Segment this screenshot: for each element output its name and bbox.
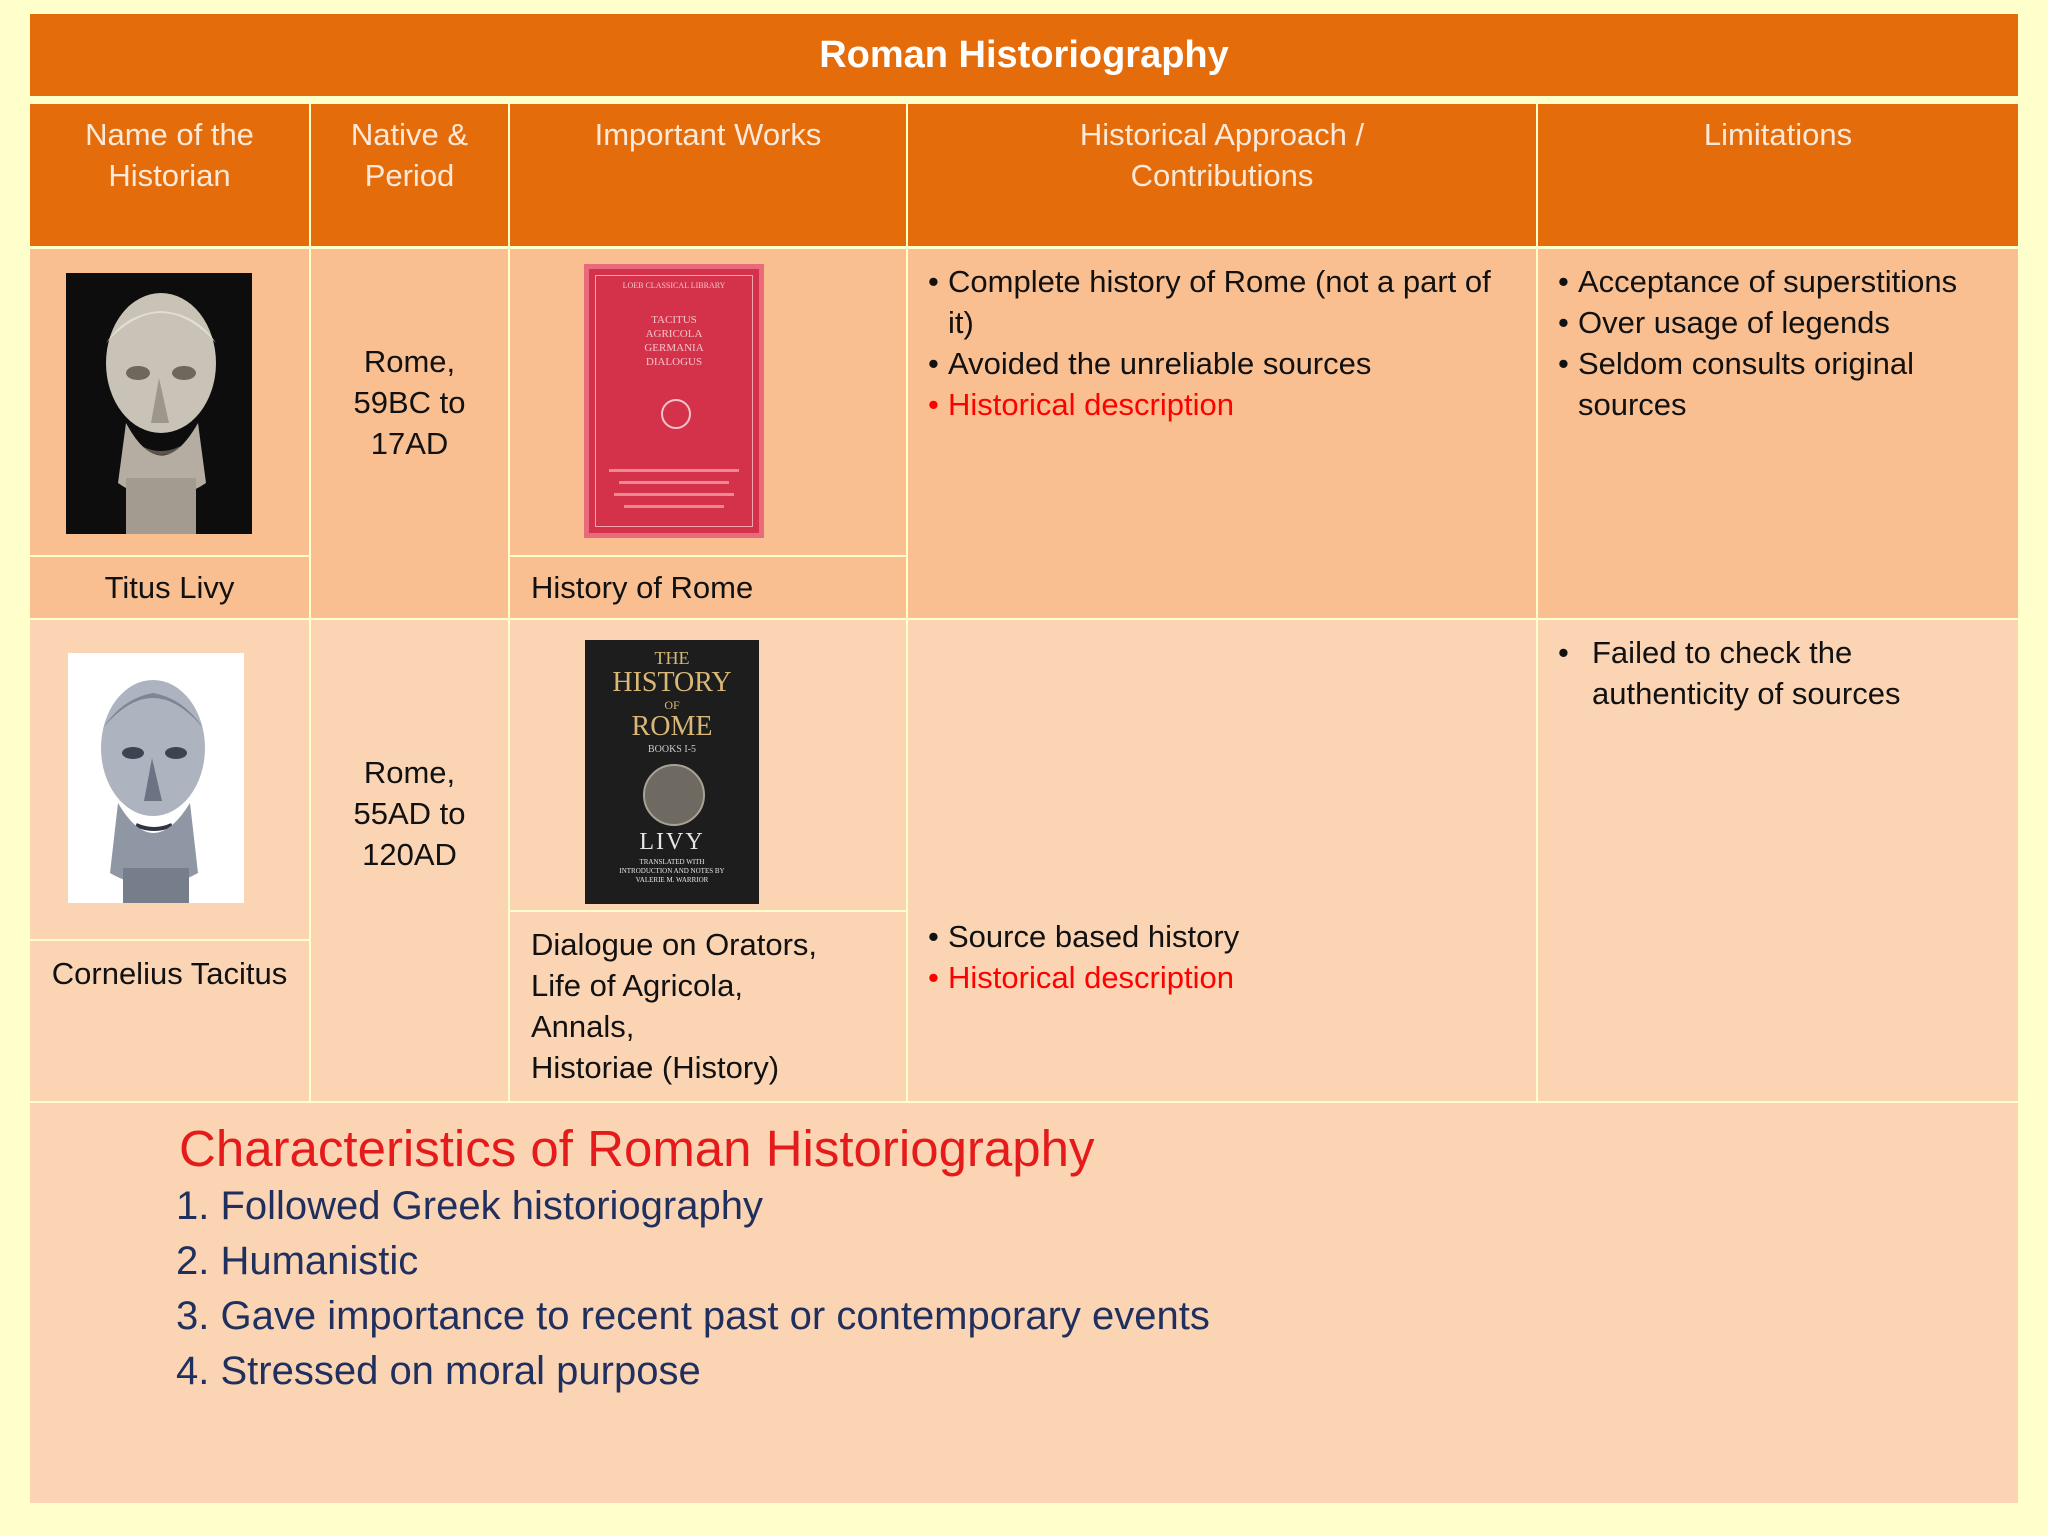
native-line: Rome,	[363, 755, 456, 790]
native-period-tacitus	[311, 620, 508, 1101]
livy-portrait-cell	[30, 249, 309, 555]
work-item: Historiae (History)	[531, 1050, 780, 1085]
cover-text: OF	[664, 698, 680, 712]
cover-text: VALERIE M. WARRIOR	[635, 876, 709, 884]
limitations-tacitus	[1538, 620, 2018, 1101]
limitation-item: • Over usage of legends	[1558, 302, 1998, 343]
characteristic-item: 4. Stressed on moral purpose	[176, 1349, 701, 1393]
characteristics-title: Characteristics of Roman Historiography	[179, 1120, 1095, 1177]
approach-tacitus	[908, 620, 1536, 1101]
characteristic-item: 2. Humanistic	[176, 1239, 419, 1283]
header-name: Name of the Historian	[30, 104, 309, 246]
tacitus-portrait-cell	[30, 620, 309, 939]
tacitus-portrait-image	[68, 653, 244, 903]
table-title: Roman Historiography	[30, 14, 2018, 96]
period-from-line: 59BC to	[353, 385, 466, 420]
limitations-livy	[1538, 249, 2018, 618]
works-tacitus	[510, 912, 906, 1101]
approach-item: • Source based history	[928, 916, 1516, 957]
characteristic-item: 1. Followed Greek historiography	[176, 1184, 763, 1228]
limitation-item: • Failed to check the authenticity of sources	[1558, 632, 1998, 714]
approach-item: • Historical description	[928, 384, 1516, 425]
header-important-works: Important Works	[510, 104, 906, 246]
characteristics-box	[30, 1103, 2018, 1503]
approach-item: • Historical description	[928, 957, 1516, 998]
she-wolf-coin-icon	[643, 764, 705, 826]
limitation-item: • Seldom consults original sources	[1558, 343, 1998, 425]
historian-name-livy: Titus Livy	[30, 557, 309, 618]
livy-portrait-image	[66, 273, 252, 534]
cover-text: BOOKS I-5	[647, 744, 697, 755]
work-item: Annals,	[531, 1009, 635, 1044]
historian-name-tacitus: Cornelius Tacitus	[30, 941, 309, 1101]
work-item: Dialogue on Orators,	[531, 927, 818, 962]
period-to-line: 120AD	[362, 837, 457, 872]
cover-emblem-icon	[661, 399, 691, 429]
native-line: Rome,	[363, 344, 456, 379]
period-to-line: 17AD	[370, 426, 449, 461]
cover-title-text: TACITUS AGRICOLA GERMANIA DIALOGUS	[644, 314, 704, 368]
approach-item: • Avoided the unreliable sources	[928, 343, 1516, 384]
native-period-livy	[311, 249, 508, 618]
tacitus-work-cover-cell	[510, 620, 906, 910]
livy-work-cover-cell	[510, 249, 906, 555]
cover-text: TRANSLATED WITH	[639, 858, 705, 866]
approach-livy	[908, 249, 1536, 618]
header-historical-approach: Historical Approach / Contributions	[908, 104, 1536, 246]
approach-item: • Complete history of Rome (not a part of it)	[928, 261, 1516, 343]
cover-text: ROME	[631, 711, 713, 742]
limitation-item: • Acceptance of superstitions	[1558, 261, 1998, 302]
book-cover-black	[585, 640, 759, 904]
characteristic-item: 3. Gave importance to recent past or contemporary events	[176, 1294, 1210, 1338]
period-from-line: 55AD to	[353, 796, 466, 831]
cover-text: LIVY	[639, 829, 705, 855]
book-cover-red	[584, 264, 764, 538]
cover-series-text: LOEB CLASSICAL LIBRARY	[622, 281, 726, 290]
header-limitations: Limitations	[1538, 104, 2018, 246]
cover-text: THE	[654, 648, 690, 668]
header-native-period: Native & Period	[311, 104, 508, 246]
work-history-of-rome: History of Rome	[510, 557, 906, 618]
cover-text: INTRODUCTION AND NOTES BY	[619, 867, 725, 875]
cover-text: HISTORY	[612, 667, 732, 698]
work-item: Life of Agricola,	[531, 968, 743, 1003]
